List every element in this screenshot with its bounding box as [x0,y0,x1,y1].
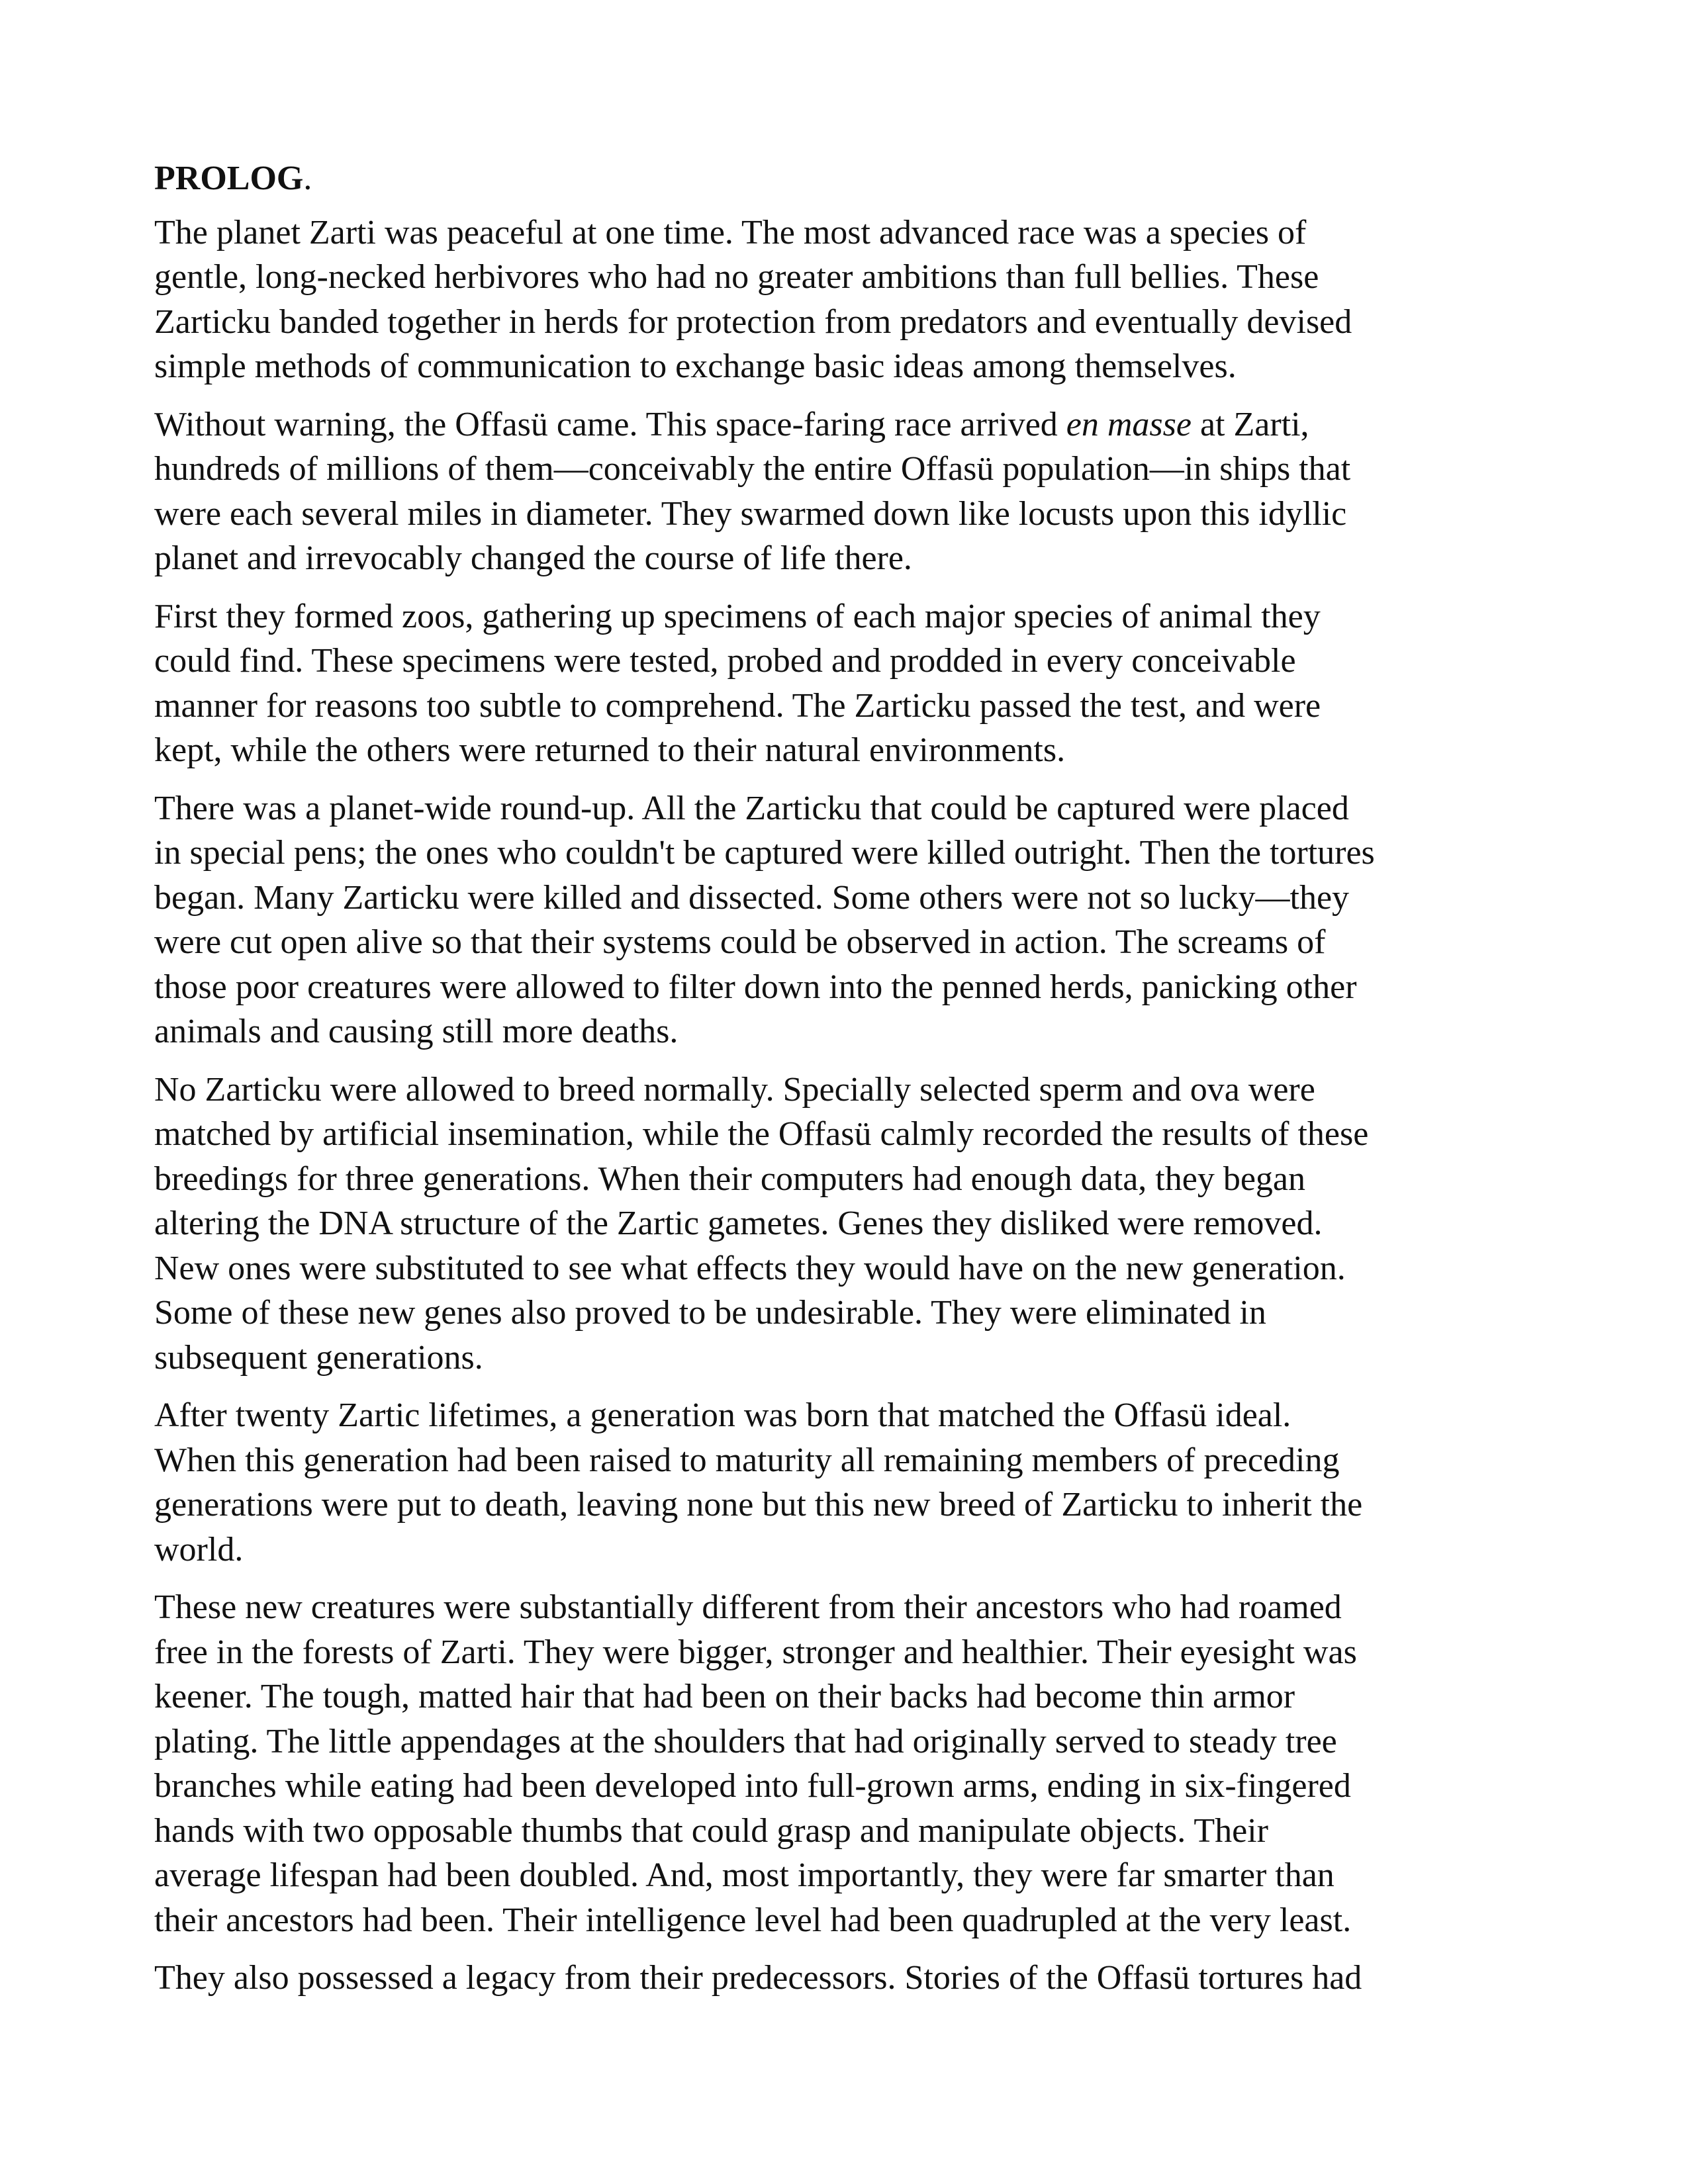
text-line: No Zarticku were allowed to breed normally. Specially selected sperm and ova were [154,1070,1315,1109]
text-line: When this generation had been raised to maturity all remaining members of preceding [154,1441,1340,1479]
text-line: keener. The tough, matted hair that had been on their backs had become thin armor [154,1678,1295,1715]
text-line: New ones were substituted to see what effects they would have on the new generation. [154,1249,1346,1287]
text-line: free in the forests of Zarti. They were bigger, stronger and healthier. Their eyesight was [154,1633,1357,1671]
text-line: kept, while the others were returned to their natural environments. [154,731,1066,769]
paragraph-8 [154,1956,1538,2001]
paragraph-6 [154,1393,1538,1572]
paragraph-1 [154,210,1538,389]
text-line: There was a planet-wide round-up. All the Zarticku that could be captured were placed [154,789,1349,827]
text-line: manner for reasons too subtle to comprehend. The Zarticku passed the test, and were [154,686,1321,725]
text-line: planet and irrevocably changed the course of life there. [154,539,912,577]
text-line: hands with two opposable thumbs that could grasp and manipulate objects. Their [154,1811,1268,1850]
text-line: were each several miles in diameter. They swarmed down like locusts upon this idyllic [154,494,1347,533]
text-line: They also possessed a legacy from their predecessors. Stories of the Offasü tortures had [154,1959,1362,1997]
text-line: subsequent generations. [154,1338,483,1377]
text-line: plating. The little appendages at the shoulders that had originally served to steady tree [154,1722,1337,1760]
italic-text: en masse [1066,405,1192,443]
paragraph-7 [154,1585,1538,1942]
text-line: breedings for three generations. When their computers had enough data, they began [154,1160,1305,1198]
text-line: These new creatures were substantially different from their ancestors who had roamed [154,1588,1342,1626]
text-line: their ancestors had been. Their intelligence level had been quadrupled at the very least. [154,1901,1352,1939]
text-line: Zarticku banded together in herds for protection from predators and eventually devised [154,302,1352,341]
text-line: could find. These specimens were tested, probed and prodded in every conceivable [154,642,1296,680]
heading-punctuation: . [303,159,312,197]
text-line: animals and causing still more deaths. [154,1013,679,1050]
text-line: After twenty Zartic lifetimes, a generation was born that matched the Offasü ideal. [154,1396,1291,1434]
text-line: The planet Zarti was peaceful at one time. The most advanced race was a species of [154,213,1307,251]
text-line: hundreds of millions of them—conceivably the entire Offasü population—in ships that [154,450,1351,488]
text-run: Without warning, the Offasü came. This space-faring race arrived [154,405,1066,443]
text-line: average lifespan had been doubled. And, most importantly, they were far smarter than [154,1856,1335,1894]
text-line: altering the DNA structure of the Zartic gametes. Genes they disliked were removed. [154,1205,1323,1242]
text-line: Some of these new genes also proved to be undesirable. They were eliminated in [154,1294,1266,1332]
text-line: in special pens; the ones who couldn't be captured were killed outright. Then the tortures [154,834,1375,872]
document-body [154,156,1538,2014]
text-line: First they formed zoos, gathering up specimens of each major species of animal they [154,597,1321,635]
text-line: simple methods of communication to exchange basic ideas among themselves. [154,347,1237,385]
paragraph-2 [154,402,1538,581]
text-line: began. Many Zarticku were killed and dissected. Some others were not so lucky—they [154,878,1350,917]
text-line: were cut open alive so that their systems could be observed in action. The screams of [154,923,1326,961]
text-line: world. [154,1530,244,1569]
text-line: branches while eating had been developed into full-grown arms, ending in six-fingered [154,1767,1351,1805]
text-line: gentle, long-necked herbivores who had no greater ambitions than full bellies. These [154,258,1319,296]
paragraph-5 [154,1068,1538,1381]
text-line: those poor creatures were allowed to filter down into the penned herds, panicking other [154,968,1357,1006]
chapter-heading [154,156,1538,201]
text-run: at Zarti, [1191,405,1309,443]
text-line [154,402,1538,447]
paragraph-4 [154,786,1538,1054]
text-line: matched by artificial insemination, while the Offasü calmly recorded the results of these [154,1115,1369,1153]
paragraph-3 [154,594,1538,773]
heading-text: PROLOG [154,159,304,197]
text-line: generations were put to death, leaving none but this new breed of Zarticku to inherit the [154,1486,1363,1524]
